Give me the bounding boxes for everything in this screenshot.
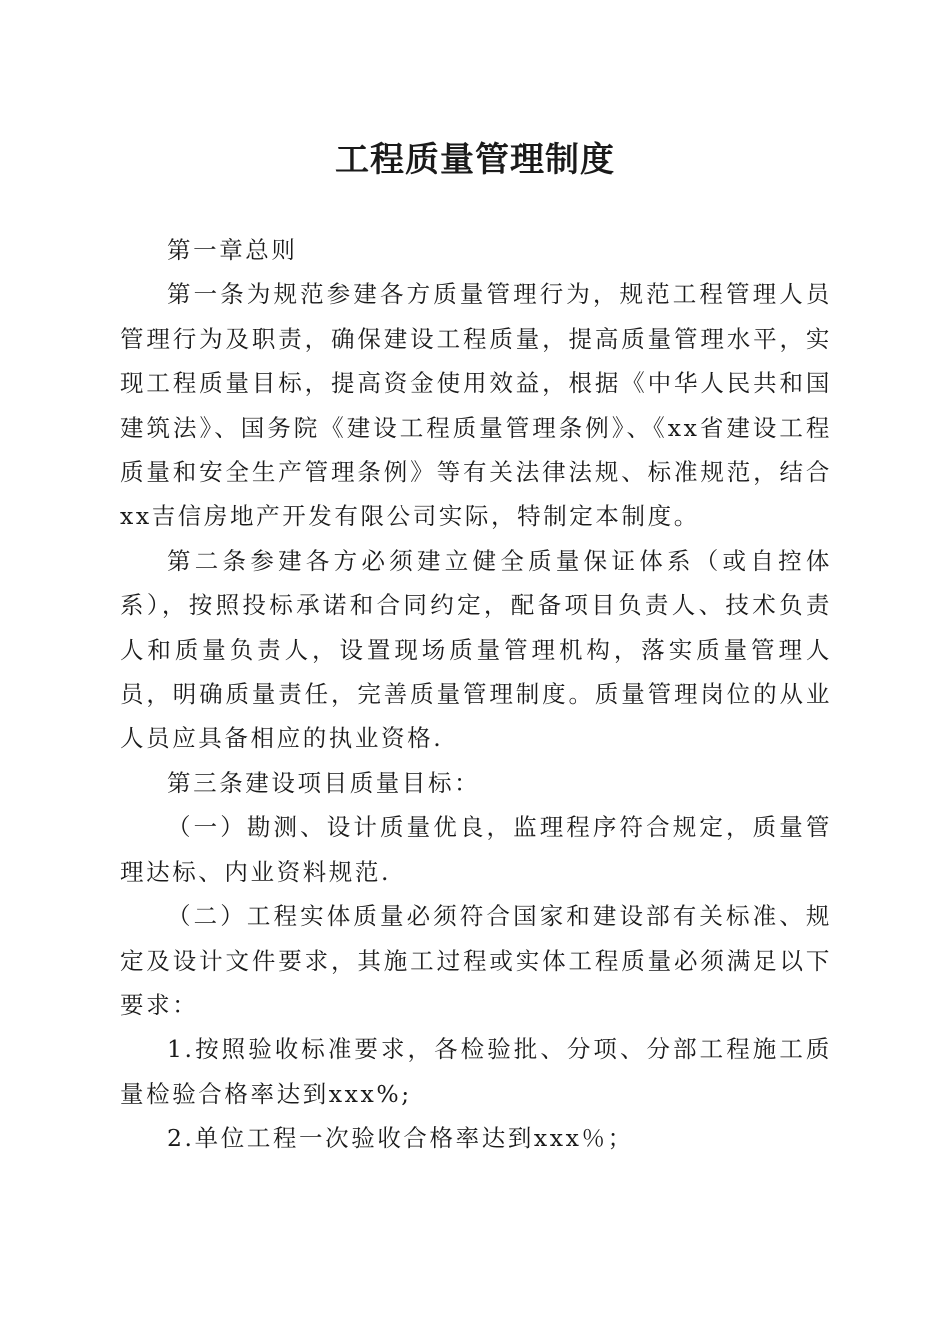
requirement-2: 2.单位工程一次验收合格率达到xxx％；: [167, 1124, 634, 1153]
chapter-heading: 第一章总则: [167, 236, 298, 264]
article-3-item-2: （二）工程实体质量必须符合国家和建设部有关标准、规定及设计文件要求，其施工过程或实体工程质量必须满足以下要求：: [120, 902, 832, 1019]
article-3-heading: 第三条建设项目质量目标：: [167, 768, 481, 797]
article-2-paragraph: 第二条参建各方必须建立健全质量保证体系（或自控体系），按照投标承诺和合同约定，配备项目负责人、技术负责人和质量负责人，设置现场质量管理机构，落实质量管理人员，明确质量责任，完善质量管理制度。质量管理岗位的从业人员应具备相应的执业资格.: [120, 546, 832, 753]
article-3-item-1: （一）勘测、设计质量优良，监理程序符合规定，质量管理达标、内业资料规范.: [120, 813, 832, 886]
document-title: 工程质量管理制度: [335, 140, 615, 180]
article-1-paragraph: 第一条为规范参建各方质量管理行为，规范工程管理人员管理行为及职责，确保建设工程质量，提高质量管理水平，实现工程质量目标，提高资金使用效益，根据《中华人民共和国建筑法》、国务院《建设工程质量管理条例》、《xx省建设工程质量和安全生产管理条例》等有关法律法规、标准规范，结合xx吉信房地产开发有限公司实际，特制定本制度。: [120, 280, 832, 531]
document-body: [120, 228, 832, 1161]
requirement-1: 1.按照验收标准要求，各检验批、分项、分部工程施工质量检验合格率达到xxx%;: [120, 1035, 832, 1108]
